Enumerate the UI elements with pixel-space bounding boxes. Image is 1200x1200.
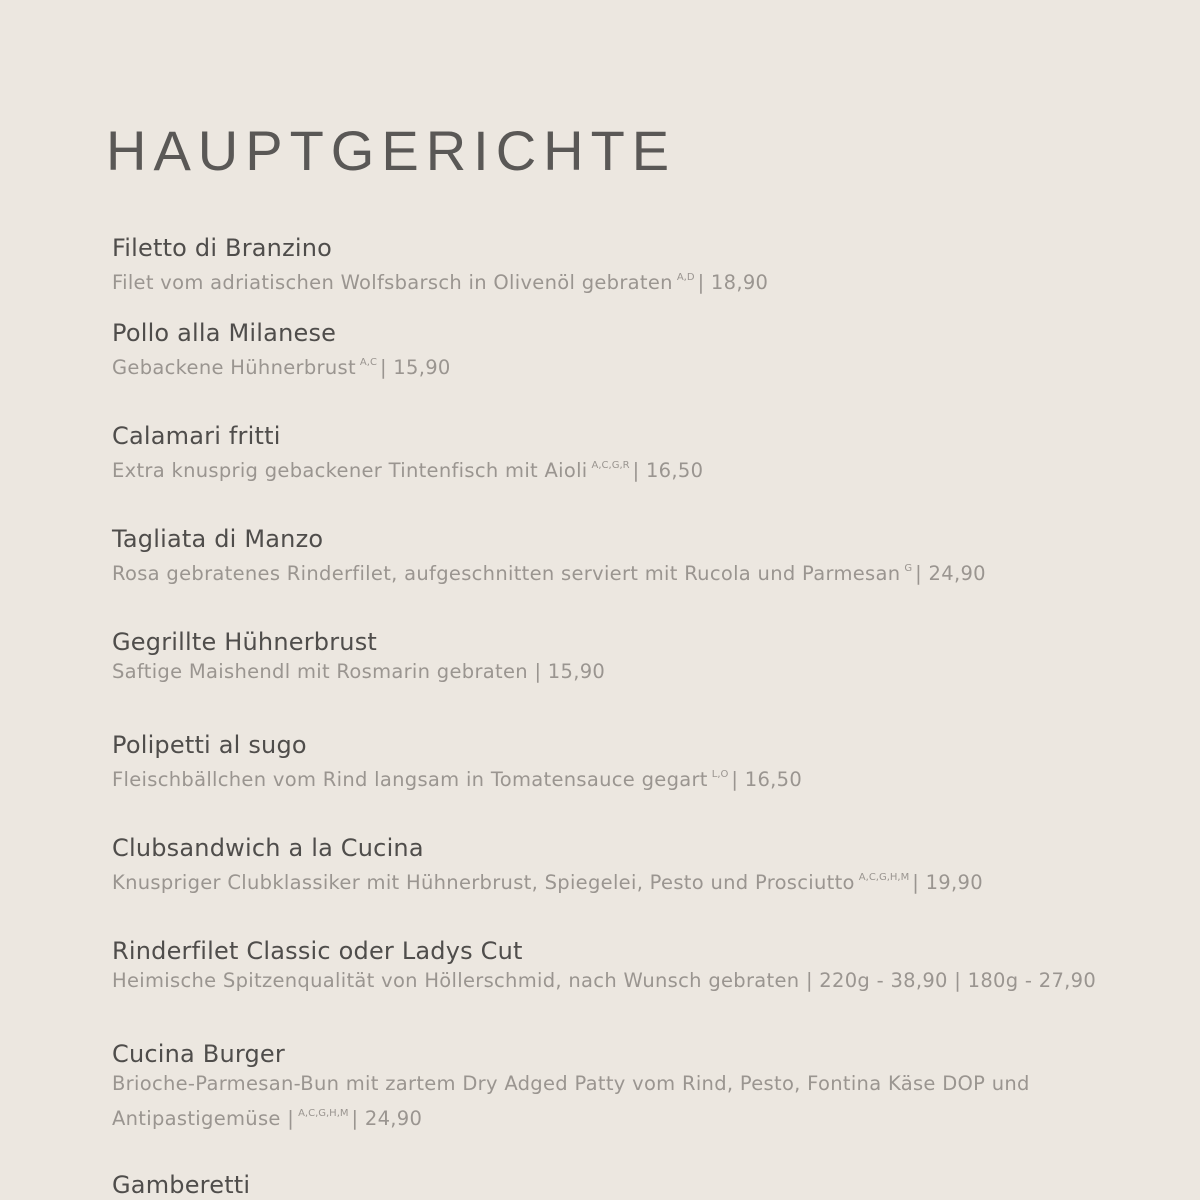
allergen-codes: A,D (676, 272, 695, 283)
dish-description-line (112, 657, 1172, 687)
allergen-codes: A,C,G,H,M (298, 1108, 349, 1119)
dish-price: | 19,90 (912, 871, 983, 894)
dish-description: Saftige Maishendl mit Rosmarin gebraten (112, 660, 528, 683)
allergen-codes: L,O (711, 769, 729, 780)
dish-description: Heimische Spitzenqualität von Höllerschmid, nach Wunsch gebraten | 220g - 38,90 | 180g - 27,90 (112, 969, 1097, 992)
dish-description-line (112, 451, 1172, 486)
dish-price: | 16,50 (632, 459, 704, 482)
menu-item (112, 421, 1172, 486)
allergen-codes: A,C,G,H,M (858, 872, 910, 883)
dish-description: Extra knusprig gebackener Tintenfisch mit Aioli (112, 459, 588, 482)
menu-item (112, 936, 1172, 996)
dish-description: Fleischbällchen vom Rind langsam in Tomatensauce gegart (112, 768, 708, 791)
dish-description: Rosa gebratenes Rinderfilet, aufgeschnitten serviert mit Rucola und Parmesan (112, 562, 901, 585)
dish-name: Filetto di Branzino (112, 234, 333, 262)
dish-price: | 15,90 (379, 356, 451, 379)
menu-item (112, 1170, 1172, 1200)
dish-name: Gegrillte Hühnerbrust (112, 628, 378, 656)
allergen-codes: A,C (359, 357, 377, 368)
dish-name: Tagliata di Manzo (112, 525, 324, 553)
dish-description-line (112, 348, 1172, 383)
dish-description-line (112, 1069, 1132, 1134)
dish-name: Pollo alla Milanese (112, 319, 337, 347)
menu-item (112, 627, 1172, 687)
dish-description: Knuspriger Clubklassiker mit Hühnerbrust, Spiegelei, Pesto und Prosciutto (112, 871, 855, 894)
dish-description-line (112, 966, 1172, 996)
allergen-codes: G (904, 563, 913, 574)
dish-description-line (112, 760, 1172, 795)
dish-name: Clubsandwich a la Cucina (112, 834, 424, 862)
dish-description-line (112, 263, 1172, 298)
menu-item (112, 233, 1172, 298)
dish-name: Calamari fritti (112, 422, 281, 450)
menu-item (112, 833, 1172, 898)
dish-name: Rinderfilet Classic oder Ladys Cut (112, 937, 523, 965)
menu-item (112, 318, 1172, 383)
dish-price: | 24,90 (915, 562, 986, 585)
dish-price: | 15,90 (534, 660, 606, 683)
dish-name: Polipetti al sugo (112, 731, 307, 759)
dish-description: Gebackene Hühnerbrust (112, 356, 356, 379)
dish-description: Brioche-Parmesan-Bun mit zartem Dry Adged Patty vom Rind, Pesto, Fontina Käse DOP und Antipastigemüse | (112, 1072, 1030, 1130)
menu-item (112, 524, 1172, 589)
dish-description-line (112, 863, 1172, 898)
dish-price: | 18,90 (697, 271, 769, 294)
page-title: HAUPTGERICHTE (106, 119, 677, 182)
dish-description-line (112, 554, 1172, 589)
dish-description: Filet vom adriatischen Wolfsbarsch in Olivenöl gebraten (112, 271, 673, 294)
dish-name: Gamberetti (112, 1171, 251, 1199)
dish-price: | 16,50 (731, 768, 803, 791)
allergen-codes: A,C,G,R (591, 460, 630, 471)
menu-item (112, 730, 1172, 795)
dish-price: | 24,90 (351, 1107, 423, 1130)
menu-item (112, 1039, 1172, 1134)
dish-name: Cucina Burger (112, 1040, 285, 1068)
